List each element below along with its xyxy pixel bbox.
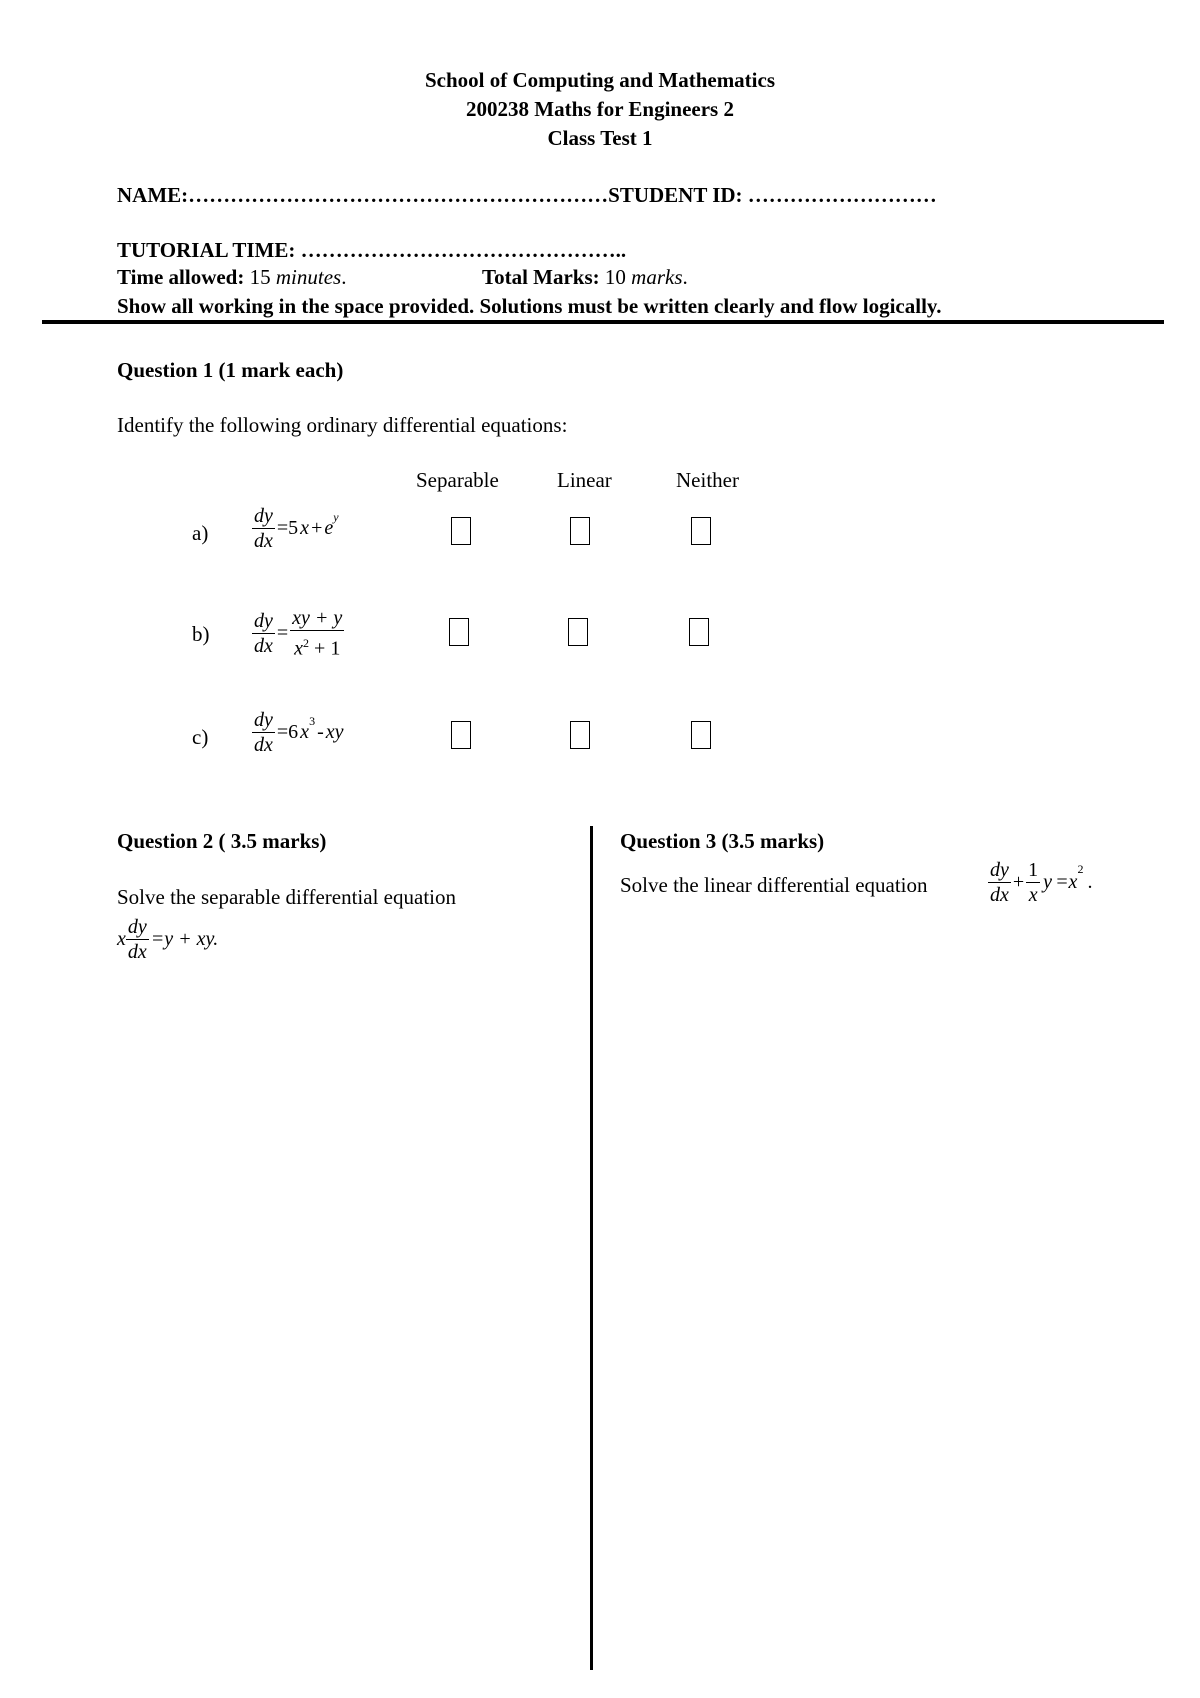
q1b-lhs-fraction: $\frac{dy}{dx}$	[254, 609, 273, 657]
q1c-neither-checkbox[interactable]	[691, 721, 711, 749]
total-marks: Total Marks: 10 marks.	[482, 265, 688, 289]
q2-answer-area[interactable]	[117, 990, 577, 1660]
q1a-separable-checkbox[interactable]	[451, 517, 471, 545]
q3-fraction-1: $\frac{dy}{dx}$	[990, 859, 1009, 906]
col-separable: Separable	[416, 468, 499, 492]
q2-title: Question 2 ( 3.5 marks)	[117, 829, 327, 853]
q1a-linear-checkbox[interactable]	[570, 517, 590, 545]
q1c-linear-checkbox[interactable]	[570, 721, 590, 749]
col-linear: Linear	[557, 468, 612, 492]
q1c-equation: $\frac{dy}{dx}$ =6 x $^3$ - xy	[254, 709, 344, 756]
q2-prompt: Solve the separable differential equation	[117, 885, 456, 909]
name-student-id-field[interactable]: NAME:……………………………………………………STUDENT ID: ………………………	[117, 183, 937, 207]
q3-title: Question 3 (3.5 marks)	[620, 829, 825, 853]
q1b-linear-checkbox[interactable]	[568, 618, 588, 646]
school-name: School of Computing and Mathematics	[424, 68, 776, 92]
q1b-rhs-fraction: $\frac{xy + y}{x^2 + 1}$	[292, 607, 343, 660]
q1a-neither-checkbox[interactable]	[691, 517, 711, 545]
q2-equation: x $\frac{dy}{dx}$ =y + xy.	[117, 916, 219, 963]
q1-prompt: Identify the following ordinary differential equations:	[117, 413, 568, 437]
total-marks-unit: marks	[631, 265, 683, 289]
test-title: Class Test 1	[547, 126, 653, 150]
tutorial-time-field[interactable]: TUTORIAL TIME: ………………………………………..	[117, 238, 627, 262]
q1c-label: c)	[192, 725, 209, 749]
total-marks-label: Total Marks:	[482, 265, 600, 289]
q3-prompt: Solve the linear differential equation	[620, 873, 928, 897]
q1a-label: a)	[192, 521, 209, 545]
q1a-lhs-fraction: $\frac{dy}{dx}$	[254, 505, 273, 552]
q1c-lhs-fraction: $\frac{dy}{dx}$	[254, 709, 273, 756]
q1c-separable-checkbox[interactable]	[451, 721, 471, 749]
header-divider	[42, 320, 1164, 324]
q3-answer-area[interactable]	[620, 990, 1160, 1660]
q2-fraction: $\frac{dy}{dx}$	[127, 916, 147, 963]
time-allowed-value: 15	[249, 265, 271, 289]
time-allowed-label: Time allowed:	[117, 265, 245, 289]
q3-fraction-2: $\frac{1}{x}$	[1028, 859, 1039, 906]
course-title: 200238 Maths for Engineers 2	[466, 97, 734, 121]
total-marks-value: 10	[604, 265, 626, 289]
time-allowed: Time allowed: 15 minutes.	[117, 265, 347, 289]
q1a-equation: $\frac{dy}{dx}$ =5 x + e $^y$	[254, 505, 339, 552]
q1b-separable-checkbox[interactable]	[449, 618, 469, 646]
column-divider	[590, 826, 593, 1670]
q1b-label: b)	[192, 622, 210, 646]
q3-equation: $\frac{dy}{dx}$ + $\frac{1}{x}$ y =x $^2$ .	[990, 859, 1093, 906]
q1b-equation: $\frac{dy}{dx}$ = $\frac{xy + y}{x^2 + 1}$	[254, 607, 343, 660]
time-allowed-unit: minutes	[275, 265, 342, 289]
col-neither: Neither	[676, 468, 739, 492]
instructions: Show all working in the space provided. Solutions must be written clearly and flow logically.	[117, 294, 942, 318]
q1-title: Question 1 (1 mark each)	[117, 358, 344, 382]
q1b-neither-checkbox[interactable]	[689, 618, 709, 646]
